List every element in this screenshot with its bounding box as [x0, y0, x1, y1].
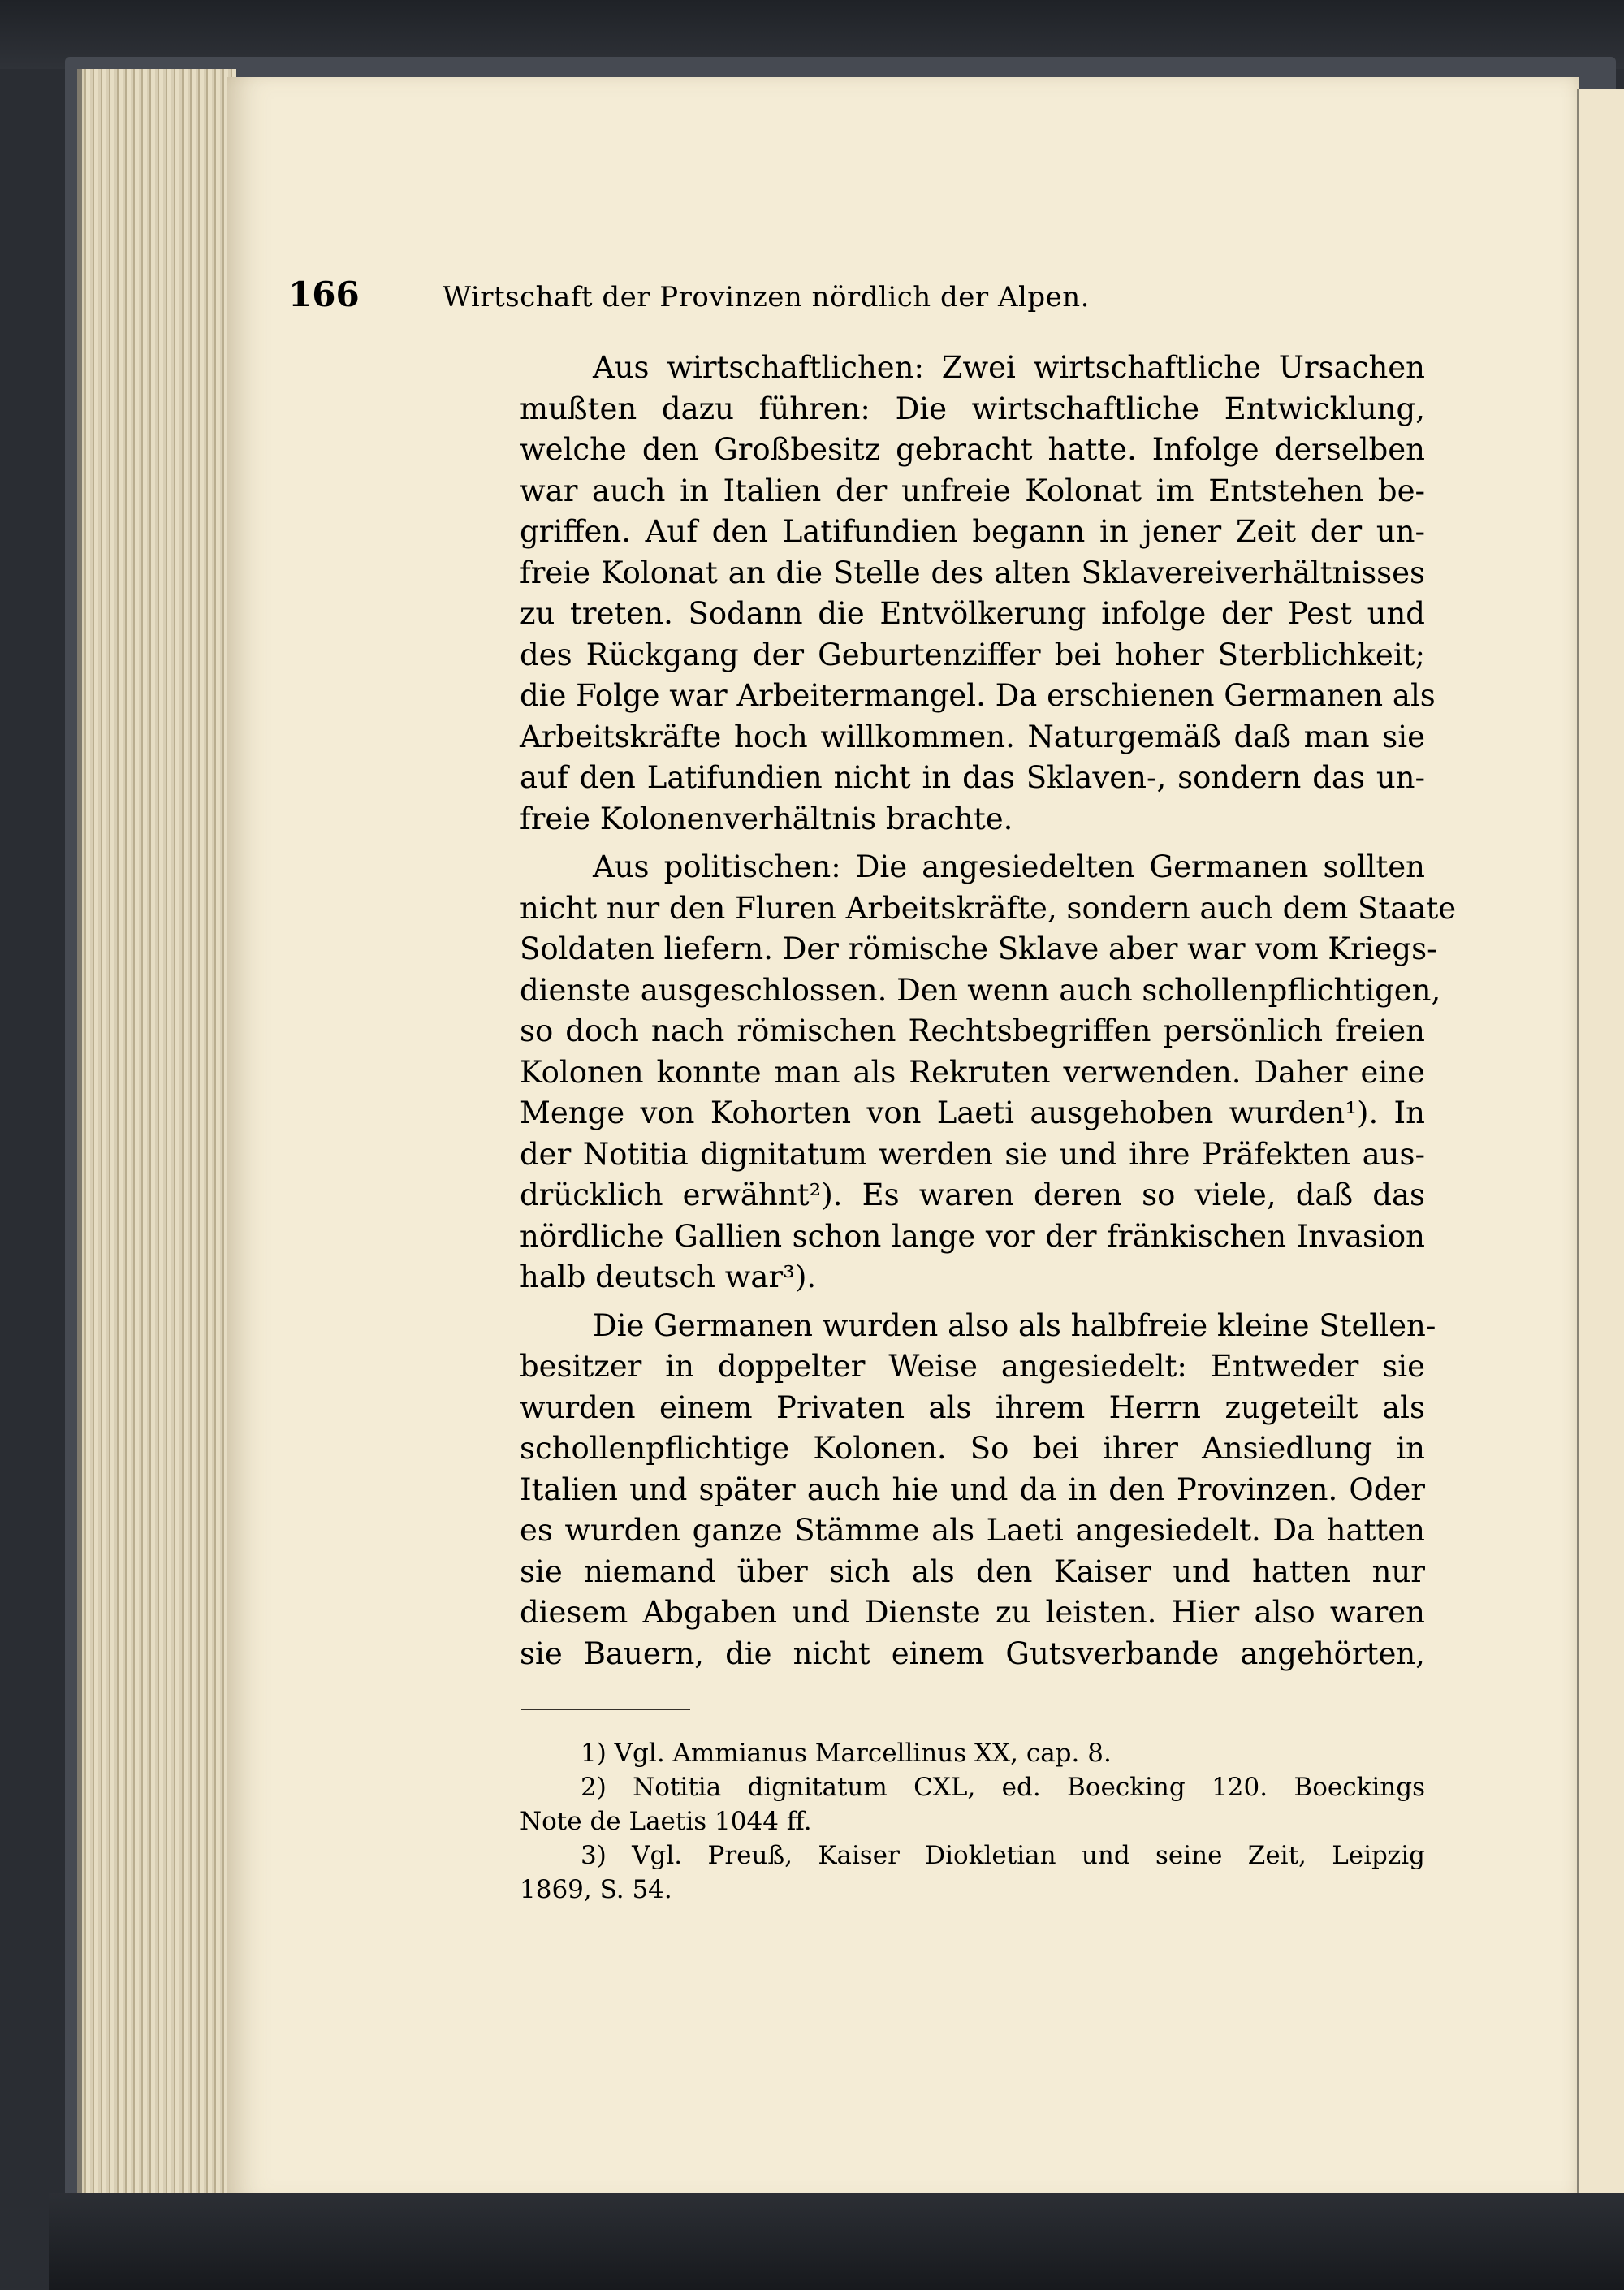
- page-edges: [77, 69, 236, 2197]
- text-line: welche den Großbesitz gebracht hatte. Infolge derselben: [520, 432, 1425, 467]
- text-line: wurden einem Privaten als ihrem Herrn zugeteilt als: [520, 1389, 1425, 1425]
- text-line: war auch in Italien der unfreie Kolonat im Entstehen be-: [520, 473, 1425, 508]
- text-line: freie Kolonat an die Stelle des alten Sklavereiverhältnisses: [520, 555, 1425, 590]
- text-line: der Notitia dignitatum werden sie und ihre Präfekten aus-: [520, 1136, 1425, 1172]
- text-line: auf den Latifundien nicht in das Sklaven-, sondern das un-: [520, 760, 1425, 795]
- text-line: diesem Abgaben und Dienste zu leisten. Hier also waren: [520, 1595, 1425, 1630]
- text-line: die Folge war Arbeitermangel. Da erschienen Germanen als: [520, 678, 1436, 713]
- text-line: freie Kolonenverhältnis brachte.: [520, 801, 1013, 836]
- text-line: des Rückgang der Geburtenziffer bei hoher Sterblichkeit;: [520, 637, 1425, 672]
- text-line: so doch nach römischen Rechtsbegriffen persönlich freien: [520, 1013, 1425, 1048]
- text-line: Aus politischen: Die angesiedelten Germanen sollten: [593, 849, 1425, 884]
- text-line: dienste ausgeschlossen. Den wenn auch schollenpflichtigen,: [520, 972, 1441, 1008]
- text-line: Aus wirtschaftlichen: Zwei wirtschaftliche Ursachen: [593, 350, 1425, 385]
- paragraph-1: [520, 348, 1436, 840]
- text-line: sie Bauern, die nicht einem Gutsverbande angehörten,: [520, 1635, 1425, 1671]
- text-line: mußten dazu führen: Die wirtschaftliche Entwicklung,: [520, 391, 1425, 426]
- footnote-2-cont: Note de Laetis 1044 ff.: [520, 1807, 812, 1836]
- scan-bottom-backdrop: [49, 2193, 1624, 2290]
- text-line: zu treten. Sodann die Entvölkerung infolge der Pest und: [520, 596, 1425, 631]
- footnote-1: 1) Vgl. Ammianus Marcellinus XX, cap. 8.: [581, 1739, 1112, 1768]
- footnote-3: 3) Vgl. Preuß, Kaiser Diokletian und seine Zeit, Leipzig: [581, 1841, 1425, 1870]
- text-line: Arbeitskräfte hoch willkommen. Naturgemäß daß man sie: [520, 719, 1425, 754]
- footnotes: [520, 1736, 1425, 1907]
- text-line: drücklich erwähnt²). Es waren deren so viele, daß das: [520, 1177, 1425, 1212]
- paragraph-3: [520, 1306, 1436, 1675]
- text-line: nördliche Gallien schon lange vor der fränkischen Invasion: [520, 1218, 1425, 1254]
- footnote-3-cont: 1869, S. 54.: [520, 1875, 672, 1904]
- text-line: Menge von Kohorten von Laeti ausgehoben wurden¹). In: [520, 1095, 1425, 1130]
- text-line: besitzer in doppelter Weise angesiedelt: Entweder sie: [520, 1349, 1425, 1384]
- body-text: [520, 348, 1457, 1682]
- text-line: Italien und später auch hie und da in den Provinzen. Oder: [520, 1471, 1425, 1507]
- text-line: halb deutsch war³).: [520, 1260, 817, 1294]
- text-line: Die Germanen wurden also als halbfreie kleine Stellen-: [593, 1307, 1436, 1343]
- running-title: Wirtschaft der Provinzen nördlich der Alpen.: [443, 281, 1090, 313]
- text-line: Kolonen konnte man als Rekruten verwenden. Daher eine: [520, 1054, 1425, 1090]
- text-line: es wurden ganze Stämme als Laeti angesiedelt. Da hatten: [520, 1513, 1425, 1548]
- text-line: sie niemand über sich als den Kaiser und hatten nur: [520, 1553, 1425, 1589]
- footnote-rule: [521, 1709, 690, 1710]
- facing-page-edge: [1577, 89, 1624, 2193]
- text-line: nicht nur den Fluren Arbeitskräfte, sondern auch dem Staate: [520, 890, 1457, 926]
- text-line: griffen. Auf den Latifundien begann in jener Zeit der un-: [520, 514, 1425, 549]
- text-line: Soldaten liefern. Der römische Sklave aber war vom Kriegs-: [520, 931, 1437, 966]
- page-number: 166: [288, 274, 360, 314]
- text-line: schollenpflichtige Kolonen. So bei ihrer Ansiedlung in: [520, 1431, 1425, 1466]
- paragraph-2: [520, 847, 1457, 1298]
- running-head: [288, 274, 1425, 323]
- footnote-2: 2) Notitia dignitatum CXL, ed. Boecking 120. Boeckings: [581, 1773, 1425, 1802]
